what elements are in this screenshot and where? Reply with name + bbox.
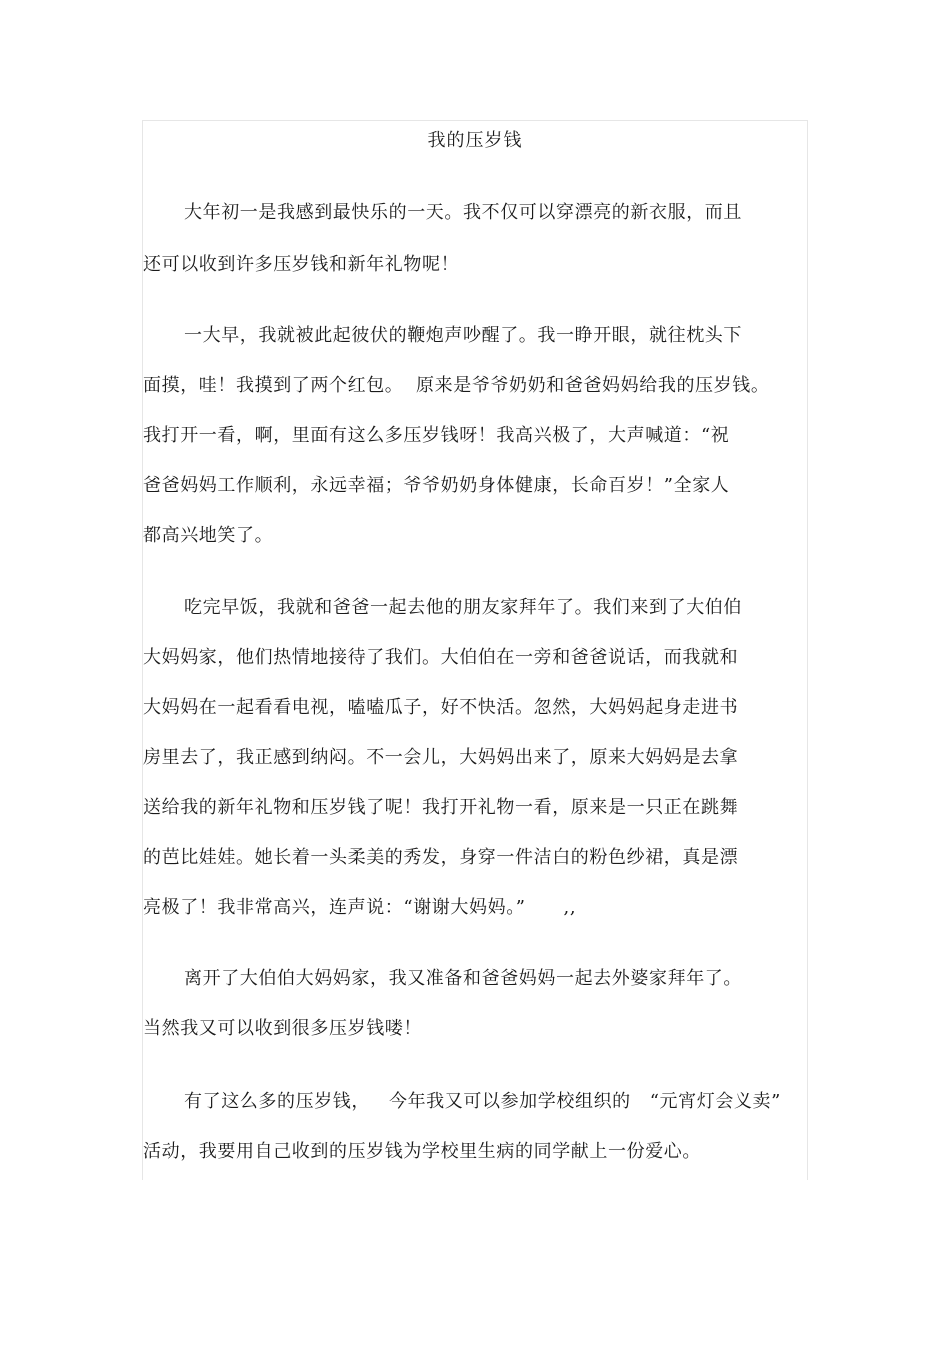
paragraph-4-line-1: 离开了大伯伯大妈妈家，我又准备和爸爸妈妈一起去外婆家拜年了。 [184, 968, 742, 989]
paragraph-2-line-5: 都高兴地笑了。 [143, 525, 274, 546]
paragraph-1-line-1: 大年初一是我感到最快乐的一天。我不仅可以穿漂亮的新衣服，而且 [184, 202, 742, 223]
paragraph-3-line-7: 亮极了！我非常高兴，连声说：“谢谢大妈妈。” ,, [143, 897, 577, 918]
paragraph-5-line-2: 活动，我要用自己收到的压岁钱为学校里生病的同学献上一份爱心。 [143, 1141, 701, 1162]
paragraph-2-line-2: 面摸，哇！我摸到了两个红包。 原来是爷爷奶奶和爸爸妈妈给我的压岁钱。 [143, 375, 770, 396]
paragraph-3-line-2: 大妈妈家，他们热情地接待了我们。大伯伯在一旁和爸爸说话，而我就和 [143, 647, 739, 668]
paragraph-1-line-2: 还可以收到许多压岁钱和新年礼物呢！ [143, 254, 460, 275]
paragraph-3-line-1: 吃完早饭，我就和爸爸一起去他的朋友家拜年了。我们来到了大伯伯 [184, 597, 742, 618]
paragraph-5-line-1: 有了这么多的压岁钱， 今年我又可以参加学校组织的 “元宵灯会义卖” [184, 1091, 781, 1112]
paragraph-4-line-2: 当然我又可以收到很多压岁钱喽！ [143, 1018, 422, 1039]
paragraph-3-line-3: 大妈妈在一起看看电视，嗑嗑瓜子，好不快活。忽然，大妈妈起身走进书 [143, 697, 739, 718]
paragraph-3-line-5: 送给我的新年礼物和压岁钱了呢！我打开礼物一看，原来是一只正在跳舞 [143, 797, 739, 818]
paragraph-2-line-4: 爸爸妈妈工作顺利，永远幸福；爷爷奶奶身体健康，长命百岁！”全家人 [143, 475, 730, 496]
paragraph-3-line-6: 的芭比娃娃。她长着一头柔美的秀发，身穿一件洁白的粉色纱裙，真是漂 [143, 847, 739, 868]
paragraph-2-line-1: 一大早，我就被此起彼伏的鞭炮声吵醒了。我一睁开眼，就往枕头下 [184, 325, 742, 346]
paragraph-2-line-3: 我打开一看，啊，里面有这么多压岁钱呀！我高兴极了，大声喊道：“祝 [143, 425, 730, 446]
paragraph-3-line-4: 房里去了，我正感到纳闷。不一会儿，大妈妈出来了，原来大妈妈是去拿 [143, 747, 739, 768]
document-title: 我的压岁钱 [427, 130, 523, 151]
